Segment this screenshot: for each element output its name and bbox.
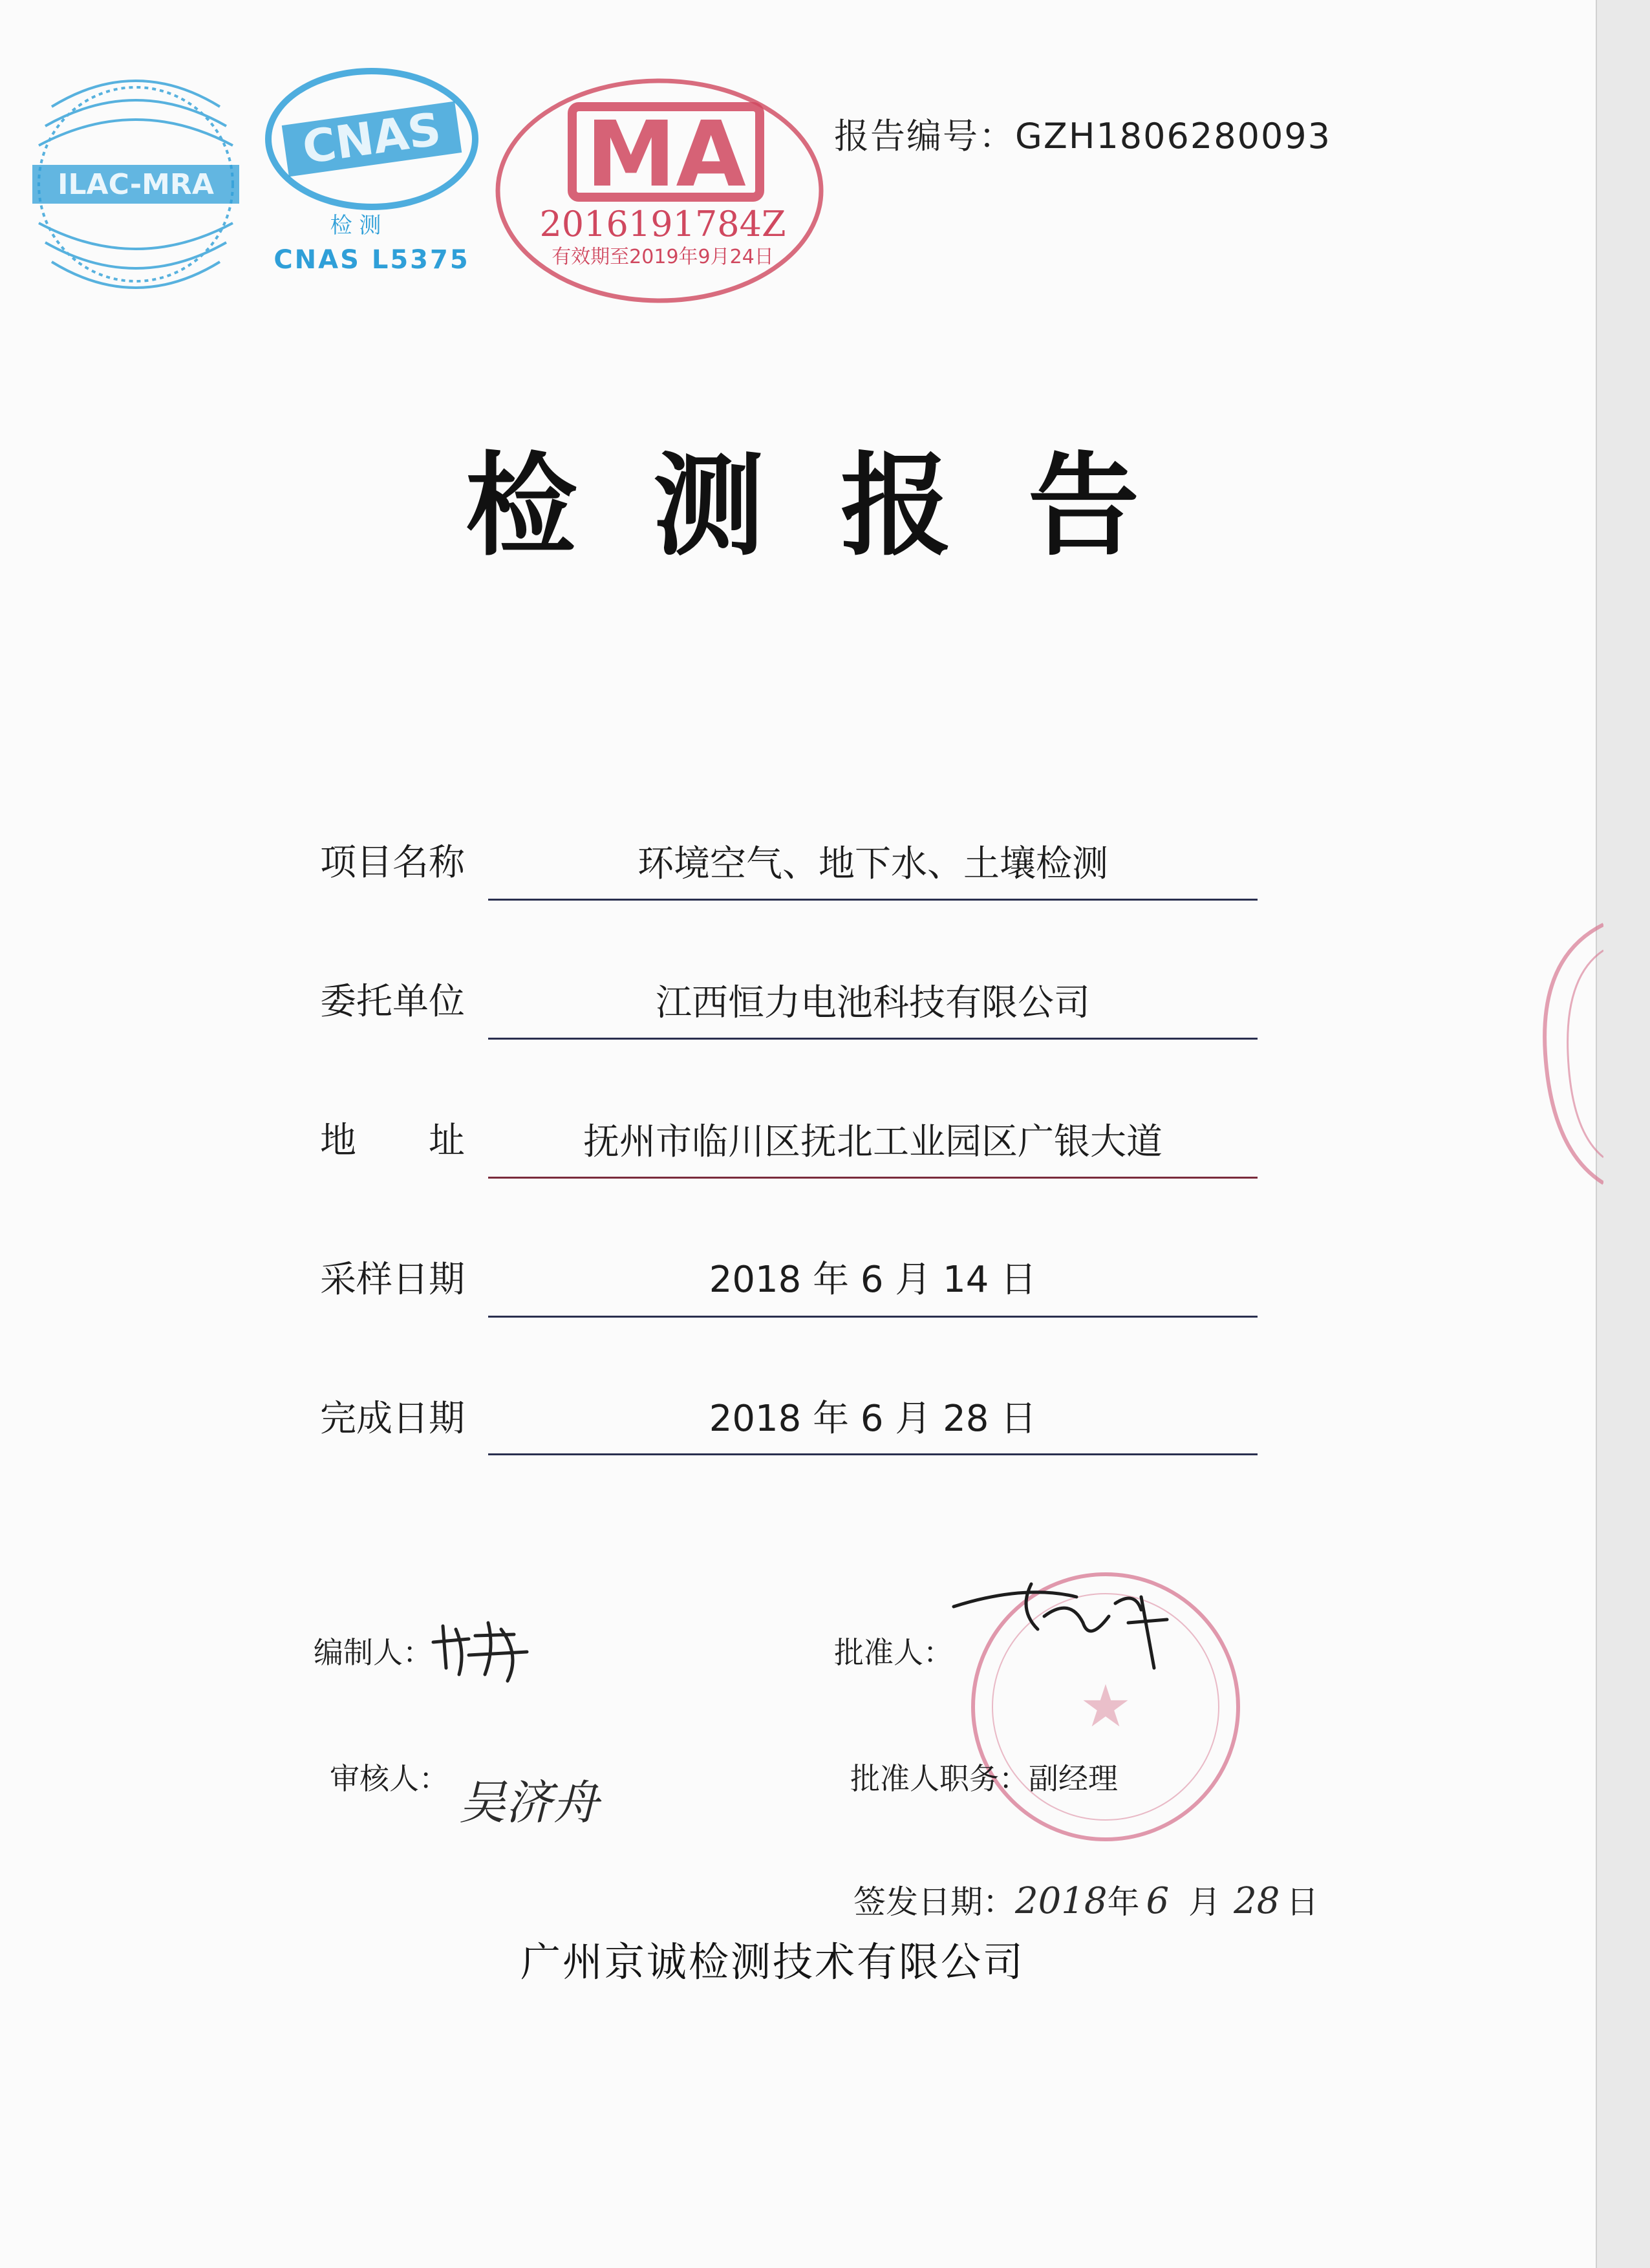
approver-title-value: 副经理 xyxy=(1029,1761,1118,1796)
address-label: 地 址 xyxy=(320,1120,465,1162)
edge-seal-partial xyxy=(1539,918,1603,1190)
reviewer-signature: 吴济舟 xyxy=(459,1775,599,1830)
project-name-underline xyxy=(488,899,1258,901)
ilac-mra-seal xyxy=(26,61,246,294)
client-label: 委托单位 xyxy=(320,981,465,1023)
report-number xyxy=(834,109,1331,158)
address-value: 抚州市临川区抚北工业园区广银大道 xyxy=(583,1121,1162,1163)
report-number-label: 报告编号： xyxy=(834,116,1015,156)
project-name-value: 环境空气、地下水、土壤检测 xyxy=(638,843,1108,885)
client-value: 江西恒力电池科技有限公司 xyxy=(656,982,1090,1024)
cnas-sub-text: 检 测 xyxy=(330,213,381,239)
ma-number: 2016191784Z xyxy=(539,204,786,244)
report-number-value: GZH1806280093 xyxy=(1015,116,1332,156)
approver-title-label-text: 批准人职务： xyxy=(850,1761,1029,1796)
sampling-date-underline xyxy=(488,1316,1258,1318)
page-title: 检测报告 xyxy=(466,441,1216,571)
completion-date-underline xyxy=(488,1453,1258,1455)
cnas-text: CNAS xyxy=(299,102,444,175)
cnas-code-text: CNAS L5375 xyxy=(273,245,470,275)
sampling-date-value: 2018 年 6 月 14 日 xyxy=(709,1259,1037,1301)
address-underline xyxy=(488,1177,1258,1179)
issue-date-day: 28 xyxy=(1234,1880,1280,1922)
reviewer-label: 审核人： xyxy=(330,1761,449,1796)
ma-seal xyxy=(495,74,831,307)
approver-title-label xyxy=(850,1755,1118,1798)
issue-date-day-unit: 日 xyxy=(1286,1883,1319,1921)
issue-date-year-unit: 年 xyxy=(1107,1883,1140,1921)
approver-label: 批准人： xyxy=(834,1635,953,1670)
compiler-label: 编制人： xyxy=(314,1635,433,1670)
issuing-company: 广州京诚检测技术有限公司 xyxy=(520,1938,1025,1985)
page-edge-shadow xyxy=(1596,0,1650,2268)
project-name-label: 项目名称 xyxy=(320,842,465,884)
compiler-signature xyxy=(430,1616,533,1690)
svg-text:★: ★ xyxy=(1079,1673,1132,1740)
issue-date xyxy=(853,1876,1318,1923)
issue-date-year: 2018 xyxy=(1015,1880,1108,1922)
ma-validity: 有效期至2019年9月24日 xyxy=(552,246,774,268)
issue-date-label: 签发日期： xyxy=(853,1883,1015,1921)
sampling-date-label: 采样日期 xyxy=(320,1259,465,1301)
completion-date-label: 完成日期 xyxy=(320,1398,465,1440)
ma-letters: MA xyxy=(586,102,746,208)
issue-date-month: 6 xyxy=(1146,1880,1170,1922)
client-underline xyxy=(488,1038,1258,1040)
issue-date-month-unit: 月 xyxy=(1188,1883,1221,1921)
completion-date-value: 2018 年 6 月 28 日 xyxy=(709,1398,1037,1440)
ilac-mra-text: ILAC-MRA xyxy=(58,168,214,201)
cnas-seal xyxy=(259,52,491,284)
approver-signature xyxy=(947,1571,1180,1690)
